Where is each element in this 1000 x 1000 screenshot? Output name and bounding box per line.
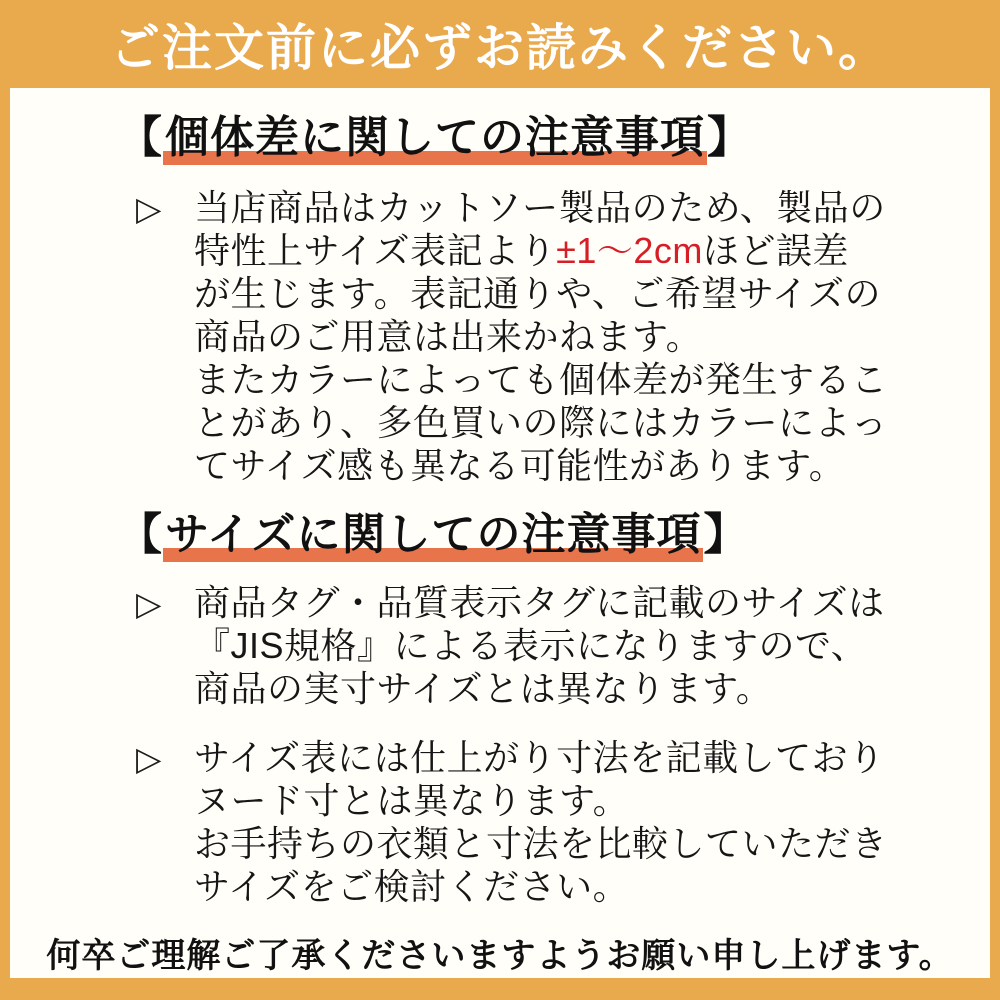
heading-close-bracket: 】 [703,510,749,559]
text-line: 商品のご用意は出来かねます。 [194,316,703,357]
tolerance-value-highlight: ±1〜2cm [556,230,703,271]
heading-highlighted-text: サイズに関しての注意事項 [163,510,703,562]
notice-content [10,88,990,908]
footer-request-note: 何卒ご理解ご了承くださいますようお願い申し上げます。 [46,937,954,975]
text-line: ヌード寸とは異なります。 [194,780,630,821]
text-line: お手持ちの衣類と寸法を比較していただき [194,823,888,864]
bullet-finished-measurements [136,736,932,908]
text-line-with-highlight [194,229,888,272]
text-line: とがあり、多色買いの際にはカラーによっ [194,402,888,443]
text-line: 当店商品はカットソー製品のため、製品の [194,187,886,228]
text-line: てサイズ感も異なる可能性があります。 [194,445,846,486]
text-line: が生じます。表記通りや、ご希望サイズの [194,273,882,314]
section-heading-individual-differences [118,110,932,166]
bullet-text [194,186,888,487]
heading-close-bracket: 】 [707,113,752,162]
triangle-bullet-icon: ▷ [136,585,162,622]
section-heading-size [118,507,932,563]
bullet-text [194,581,885,710]
heading-open-bracket: 【 [118,113,163,162]
heading-highlighted-text: 個体差に関しての注意事項 [163,113,707,165]
text-line: 商品の実寸サイズとは異なります。 [194,668,773,709]
bullet-text [194,736,888,908]
triangle-bullet-icon: ▷ [136,190,162,227]
header-title: ご注文前に必ずお読みください。 [110,20,890,76]
notice-page [10,88,990,978]
text-line: サイズ表には仕上がり寸法を記載しており [194,737,885,778]
text-segment: ほど誤差 [702,230,849,271]
text-line: またカラーによっても個体差が発生するこ [194,359,888,400]
heading-open-bracket: 【 [118,510,163,559]
triangle-bullet-icon: ▷ [136,740,162,777]
bullet-individual-differences [136,186,932,487]
text-line: サイズをご検討ください。 [194,866,630,907]
header-banner [0,0,1000,88]
text-segment: 特性上サイズ表記より [194,230,557,271]
text-line: 『JIS規格』による表示になりますので、 [194,625,868,666]
bullet-jis-standard [136,581,932,710]
text-line: 商品タグ・品質表示タグに記載のサイズは [194,582,885,623]
